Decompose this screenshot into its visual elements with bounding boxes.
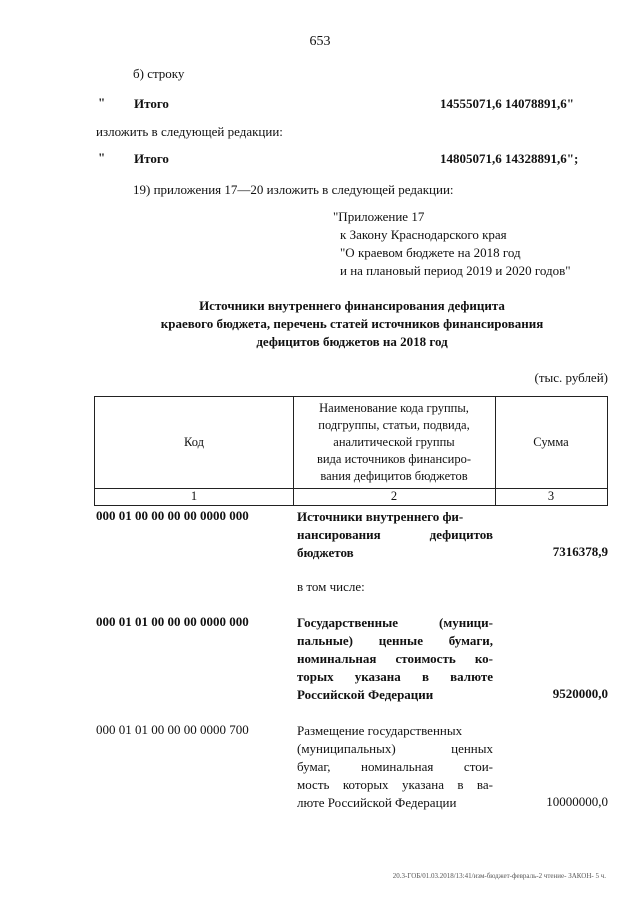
row-description <box>297 614 493 704</box>
column-number: 1 <box>190 489 198 503</box>
title-line: дефицитов бюджетов на 2018 год <box>256 334 448 349</box>
new-row-quote: " <box>98 150 106 165</box>
row-description-line: Российской Федерации <box>297 687 434 702</box>
header-name-line: подгруппы, статьи, подвида, <box>318 418 470 432</box>
column-number: 3 <box>547 489 555 503</box>
amendment-intro: изложить в следующей редакции: <box>96 124 283 139</box>
row-description-line: номинальная стоимость ко- <box>297 651 493 666</box>
header-code: Код <box>184 435 204 449</box>
header-sum: Сумма <box>533 435 569 449</box>
appendix-line: к Закону Краснодарского края <box>340 227 507 242</box>
row-description-line: Источники внутреннего фи- <box>297 509 464 524</box>
header-name-line: вания дефицитов бюджетов <box>320 469 468 483</box>
appendix-line: и на плановый период 2019 и 2020 годов" <box>340 263 571 278</box>
row-description-line: нансирования дефицитов <box>297 527 493 542</box>
appendix-reference <box>333 208 571 280</box>
row-code: 000 01 01 00 00 00 0000 700 <box>96 722 249 737</box>
row-description-line: (муниципальных) ценных <box>297 741 493 756</box>
row-amount: 10000000,0 <box>546 794 608 809</box>
title-line: Источники внутреннего финансирования дефицита <box>199 298 505 313</box>
new-row-label: Итого <box>134 151 169 166</box>
header-name <box>293 397 495 488</box>
appendix-line: "Приложение 17 <box>333 209 425 224</box>
row-code: 000 01 01 00 00 00 0000 000 <box>96 614 249 629</box>
table-header <box>94 396 608 506</box>
unit-note: (тыс. рублей) <box>534 370 608 385</box>
column-number: 2 <box>390 489 398 503</box>
row-description-line: бумаг, номинальная стои- <box>297 759 493 774</box>
header-name-line: вида источников финансиро- <box>316 452 472 466</box>
row-description <box>297 722 493 812</box>
old-row-values: 14555071,6 14078891,6" <box>440 96 574 111</box>
row-description-line: мость которых указана в ва- <box>297 777 493 792</box>
row-description-line: торых указана в валюте <box>297 669 493 684</box>
row-description-line: Размещение государственных <box>297 723 463 738</box>
item-19: 19) приложения 17—20 изложить в следующей редакции: <box>133 182 454 197</box>
page-number: 653 <box>309 34 331 49</box>
row-amount: 9520000,0 <box>552 686 608 701</box>
document-title <box>96 297 608 351</box>
new-row-values: 14805071,6 14328891,6"; <box>440 151 579 166</box>
header-name-line: аналитической группы <box>333 435 455 449</box>
row-description <box>297 578 493 596</box>
row-description-line: Государственные (муници- <box>297 615 493 630</box>
row-description-line: в том числе: <box>297 579 365 594</box>
old-row-quote: " <box>98 95 106 110</box>
old-row-label: Итого <box>134 96 169 111</box>
title-line: краевого бюджета, перечень статей источников финансирования <box>160 316 544 331</box>
appendix-line: "О краевом бюджете на 2018 год <box>340 245 521 260</box>
row-amount: 7316378,9 <box>552 544 608 559</box>
amendment-line-b: б) строку <box>133 66 185 81</box>
row-description-line: люте Российской Федерации <box>297 795 457 810</box>
header-name-line: Наименование кода группы, <box>319 401 469 415</box>
row-code: 000 01 00 00 00 00 0000 000 <box>96 508 249 523</box>
row-description-line: бюджетов <box>297 545 354 560</box>
footer-note: 20.3-ГОБ/01.03.2018/13:41/изм-бюджет-февраль-2 чтение- ЗАКОН- 5 ч. <box>392 872 606 880</box>
row-description <box>297 508 493 562</box>
row-description-line: пальные) ценные бумаги, <box>297 633 493 648</box>
